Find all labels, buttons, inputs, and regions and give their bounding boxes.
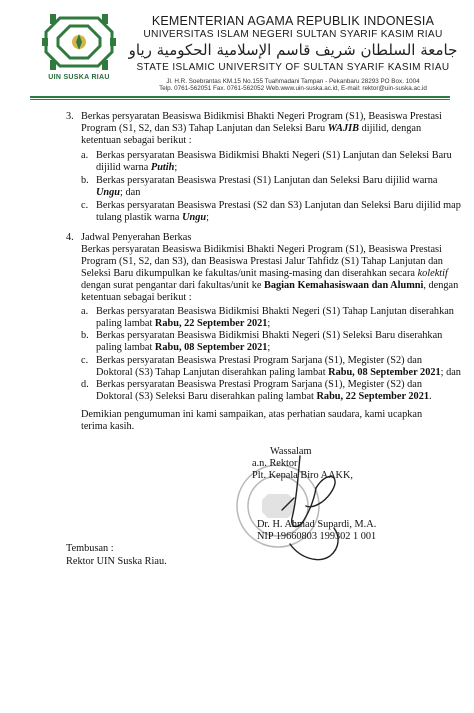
list-item-line	[96, 187, 140, 199]
section-3-line	[81, 123, 421, 135]
section-4-line	[81, 268, 448, 280]
text-span: ; dan	[440, 367, 461, 378]
signatory-position: Plt. Kepala Biro AAKK,	[252, 470, 353, 481]
deadline-date: Rabu, 08 September 2021	[154, 342, 268, 353]
header-divider-thick	[30, 96, 450, 98]
list-label: b.	[81, 175, 89, 186]
section-3-number: 3.	[66, 111, 74, 122]
text-span: ;	[174, 162, 178, 173]
university-english-name: STATE ISLAMIC UNIVERSITY OF SULTAN SYARIF KASIM RIAU	[136, 62, 450, 73]
signatory-name: Dr. H. Ahmad Supardi, M.A.	[257, 519, 377, 530]
list-item-line: Berkas persyaratan Beasiswa Prestasi Program Sarjana (S1), Megister (S2) dan	[96, 379, 422, 390]
closing-line: terima kasih.	[81, 421, 135, 432]
text-span: ;	[206, 212, 209, 223]
list-label: a.	[81, 306, 89, 317]
list-item-line: Berkas persyaratan Beasiswa Prestasi Program Sarjana (S1), Megister (S2) dan	[96, 355, 422, 366]
list-item-line	[96, 212, 209, 224]
deadline-date: Rabu, 22 September 2021	[316, 391, 429, 402]
text-span: Program (S1, S2, dan S3) Tahap Lanjutan dan Seleksi Baru	[81, 123, 328, 134]
signatory-on-behalf: a.n. Rektor	[252, 458, 298, 469]
list-item-line: Berkas persyaratan Beasiswa Bidikmisi Bhakti Negeri (S1) Seleksi Baru diserahkan	[96, 330, 443, 341]
wajib-emphasis: WAJIB	[327, 123, 360, 134]
color-emphasis: Ungu	[96, 187, 121, 198]
list-label: c.	[81, 355, 89, 366]
ministry-title: KEMENTERIAN AGAMA REPUBLIK INDONESIA	[151, 14, 435, 28]
closing-line: Demikian pengumuman ini kami sampaikan, atas perhatian saudara, kami ucapkan	[81, 409, 423, 420]
section-4-line: Program (S1, S2, dan S3), dan Beasiswa Prestasi Jalur Tahfidz (S1) Tahap Lanjutan dan	[81, 256, 443, 267]
list-label: d.	[81, 379, 89, 390]
text-span: .	[429, 391, 432, 402]
cc-label: Tembusan :	[66, 543, 114, 554]
text-span: Doktoral (S3) Tahap Lanjutan diserahkan paling lambat	[96, 367, 329, 378]
text-span: , dengan	[423, 280, 459, 291]
logo-caption: UIN SUSKA RIAU	[48, 74, 110, 81]
list-item-line: Berkas persyaratan Beasiswa Bidikmisi Bhakti Negeri (S1) Tahap Lanjutan diserahkan	[96, 306, 454, 317]
text-span: ;	[267, 318, 271, 329]
university-logo	[40, 12, 118, 72]
list-item-line	[96, 342, 270, 354]
list-item-line: Berkas persyaratan Beasiswa Prestasi (S2 dan S3) Lanjutan dan Seleksi Baru dijilid map	[96, 200, 461, 211]
color-emphasis: Putih	[150, 162, 175, 173]
deadline-date: Rabu, 08 September 2021	[328, 367, 441, 378]
contact-line: Telp. 0761-562051 Fax. 0761-562052 Web.www.uin-suska.ac.id, E-mail: rektor@uin-suska.ac.id	[159, 85, 427, 92]
text-span: tulang plastik warna	[96, 212, 183, 223]
university-arabic-name: جامعة السلطان شريف قاسم الإسلامية الحكومية رياو	[128, 41, 458, 59]
section-4-number: 4.	[66, 232, 74, 243]
header-divider-thin	[30, 99, 450, 100]
list-label: a.	[81, 150, 89, 161]
section-3-line: Berkas persyaratan Beasiswa Bidikmisi Bhakti Negeri Program (S1), Beasiswa Prestasi	[81, 111, 442, 122]
department-emphasis: Bagian Kemahasiswaan dan Alumni	[264, 280, 424, 291]
text-span: paling lambat	[96, 318, 155, 329]
list-label: b.	[81, 330, 89, 341]
list-label: c.	[81, 200, 89, 211]
text-span: dijilid warna	[96, 162, 151, 173]
list-item-line	[96, 391, 432, 403]
section-4-line: Berkas persyaratan Beasiswa Bidikmisi Bhakti Negeri Program (S1), Beasiswa Prestasi	[81, 244, 442, 255]
handwritten-signature	[270, 448, 360, 568]
list-item-line: Berkas persyaratan Beasiswa Bidikmisi Bhakti Negeri (S1) Lanjutan dan Seleksi Baru	[96, 150, 452, 161]
kolektif-emphasis: kolektif	[417, 268, 448, 279]
address-line: Jl. H.R. Soebrantas KM.15 No.155 Tuahmadani Tampan - Pekanbaru 28293 PO Box. 1004	[166, 78, 420, 85]
list-item-line	[96, 318, 270, 330]
section-4-line: ketentuan sebagai berikut :	[81, 292, 192, 303]
text-span: Doktoral (S3) Seleksi Baru diserahkan paling lambat	[96, 391, 317, 402]
greeting: Wassalam	[270, 446, 312, 457]
text-span: dengan surat pengantar dari fakultas/unit ke	[81, 280, 264, 291]
section-3-line: ketentuan sebagai berikut :	[81, 135, 192, 146]
list-item-line	[96, 162, 177, 174]
text-span: ;	[267, 342, 271, 353]
section-4-line	[81, 280, 458, 292]
color-emphasis: Ungu	[182, 212, 207, 223]
text-span: dijilid, dengan	[359, 123, 422, 134]
text-span: ; dan	[120, 187, 141, 198]
list-item-line	[96, 367, 461, 379]
university-name: UNIVERSITAS ISLAM NEGERI SULTAN SYARIF KASIM RIAU	[143, 29, 443, 40]
list-item-line: Berkas persyaratan Beasiswa Prestasi (S1) Lanjutan dan Seleksi Baru dijilid warna	[96, 175, 438, 186]
signatory-nip: NIP 19660803 199302 1 001	[257, 531, 377, 542]
deadline-date: Rabu, 22 September 2021	[154, 318, 268, 329]
text-span: Seleksi Baru dikumpulkan ke fakultas/unit masing-masing dan diserahkan secara	[81, 268, 418, 279]
section-4-title: Jadwal Penyerahan Berkas	[81, 232, 192, 243]
text-span: paling lambat	[96, 342, 155, 353]
cc-recipient: Rektor UIN Suska Riau.	[66, 556, 167, 567]
